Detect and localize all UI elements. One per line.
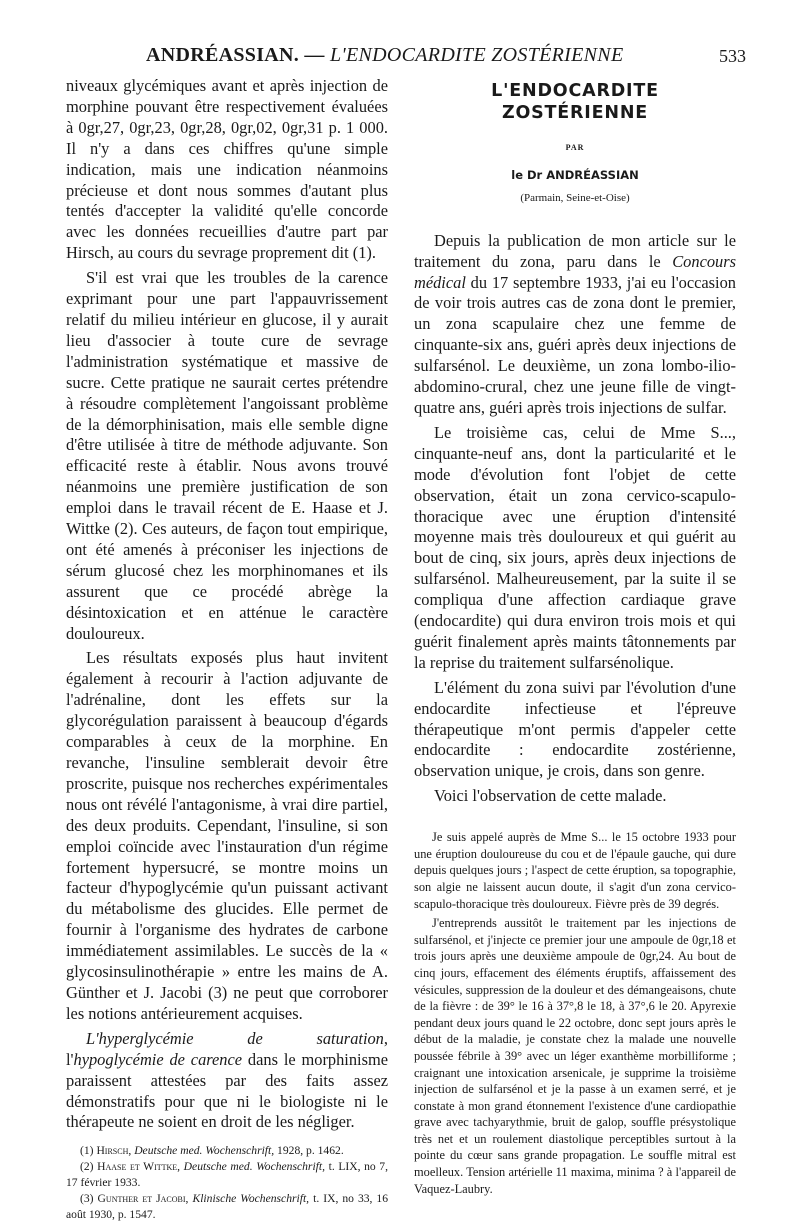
footnote-details: t. LIX, no 7, 17 février 1933.: [66, 1160, 388, 1190]
footnote-author: Hirsch,: [96, 1144, 132, 1158]
paragraph: Le troisième cas, celui de Mme S..., cinquante-neuf ans, dont la particularité et le mode d'évolution font l'objet de cette observation, était un zona cervico-scapulo-thoracique avec une éruption d'intensité moyenne mais très douloureux et qui guérit au bout de cinq, six jours, après deux injections de sulfarsénol. Malheureusement, par la suite il se compliqua d'une affection cardiaque grave (endocardite) qui dura environ trois mois et qui guérit finalement après maints tâtonnements par la reprise du traitement sulfarsénolique.: [414, 422, 736, 672]
footnote: [66, 1191, 388, 1223]
footnote-details: 1928, p. 1462.: [277, 1144, 344, 1158]
emphasis: Concours médical: [414, 251, 736, 292]
emphasis: hypoglycémie de carence: [73, 1049, 243, 1069]
observation-paragraph: J'entreprends aussitôt le traitement par les injections de sulfarsénol, et j'injecte ce premier jour une ampoule de 0gr,18 et trois jours après une deuxième ampoule de 0gr,24. Au bout de cinq jours, effacement des éléments éruptifs, affaissement des vésicules, suppression de la douleur et des démangeaisons, chute de la fièvre : de 39° le 16 à 37°,8 le 18, à 37°,6 le 20. Apyrexie pendant deux jours quand le 22 octobre, donc sept jours après le début de la maladie, je constate chez la malade une nouvelle poussée fébrile à 39° avec un léger exanthème morbilliforme ; craignant une intoxication arsenicale, je supprime la troisième injection de sulfarsénol et je la passe à un examen serré, et je constate à mon grand étonnement l'existence d'une cardiopathie grave avec tachyarythmie, bruit de galop, souffle présystolique très net et un roulement diastolique perceptibles surtout à la pointe du cœur sans grande propagation. Le souffle mitral est moelleux. Tension artérielle 11 maxima, minima ? à l'appareil de Vaquez-Laubry.: [414, 916, 736, 1196]
observation-block: [414, 829, 736, 1197]
header-title: L'ENDOCARDITE ZOSTÉRIENNE: [330, 44, 624, 66]
text-fragment: , l': [66, 1028, 388, 1069]
footnote-work: Klinische Wochenschrift,: [192, 1192, 310, 1206]
footnote: [66, 1159, 388, 1191]
paragraph: Voici l'observation de cette malade.: [434, 786, 667, 806]
running-header: [86, 44, 746, 74]
author-affiliation: (Parmain, Seine-et-Oise): [520, 191, 630, 204]
footnotes: [66, 1143, 388, 1223]
text-fragment: dans le morphinisme paraissent attestées par des faits assez démonstratifs pour que ni le biologiste ni le thérapeute ne soient en droit de les négliger.: [66, 1049, 388, 1132]
footnote-author: Haase et Wittke,: [97, 1160, 181, 1174]
text-fragment: du 17 septembre 1933, j'ai eu l'occasion de voir trois autres cas de zona dont le premier, un zona scapulaire chez une femme de cinquante-six ans, guéri après deux injections de sulfarsénol. Le deuxième, un zona lombo-ilio-abdomino-crural, chez une jeune fille de vingt-quatre ans, guéri après trois injections de sulfar.: [414, 272, 736, 417]
article-author: le Dr ANDRÉASSIAN: [511, 167, 639, 182]
article-title-line: ZOSTÉRIENNE: [501, 103, 649, 123]
paragraph: [414, 231, 736, 419]
paragraph: Les résultats exposés plus haut invitent également à recourir à l'action adjuvante de l'adrénaline, dont les effets sur la glycorégulation paraissent à beaucoup d'égards comparables à ceux de la morphine. En revanche, l'insuline semblerait devoir être proscrite, puisque nos recherches expérimentales nous ont révélé l'antagonisme, à vrai dire partiel, des deux produits. Cependant, l'insuline, si son emploi coïncide avec l'instauration d'un régime fortement hypersucré, se montre moins un facteur d'hypoglycémie qu'un puissant activant du métabolisme des glucides. Elle permet de fournir à l'organisme des hydrates de carbone immédiatement assimilables. Le succès de la « glycosinsulinothérapie » entre les mains de A. Günther et J. Jacobi (3) ne peut que corroborer les notions antérieurement acquises.: [66, 648, 388, 1023]
page-number: 533: [719, 46, 746, 66]
article-title: [414, 80, 736, 124]
right-column: [414, 76, 736, 1200]
running-title: [146, 44, 686, 67]
article-title-line: L'ENDOCARDITE: [491, 81, 659, 101]
footnote-number: (3): [80, 1192, 94, 1206]
text-fragment: Depuis la publication de mon article sur le traitement du zona, paru dans le: [414, 230, 736, 271]
paragraph: L'élément du zona suivi par l'évolution d'une endocardite infectieuse et l'épreuve thérapeutique m'ont permis d'appeler cette endocardite : endocardite zostérienne, observation unique, je crois, dans son genre.: [414, 677, 736, 781]
emphasis: L'hyperglycémie de saturation: [86, 1028, 384, 1048]
footnote-author: Gunther et Jacobi,: [97, 1192, 189, 1206]
paragraph: niveaux glycémiques avant et après injection de morphine pouvant être respectivement évaluées à 0gr,27, 0gr,23, 0gr,28, 0gr,02, 0gr,31 p. 1 000. Il n'y a dans ces chiffres qu'une simple indication, mais une indication néanmoins précieuse et dont nous sommes d'autant plus tentés d'accepter la validité qu'elle concorde avec les données recueillies d'autre part par Hirsch, au cours du sevrage proprement dit (1).: [66, 76, 388, 263]
left-column: [66, 76, 388, 1223]
header-author: ANDRÉASSIAN. —: [146, 44, 325, 66]
footnote-work: Deutsche med. Wochenschrift,: [183, 1160, 326, 1174]
paragraph: S'il est vrai que les troubles de la carence exprimant pour une part l'appauvrissement relatif du milieu intérieur en glucose, il y aurait lieu d'associer à toute cure de sevrage l'administration systématique et massive de sucre. Cette pratique ne saurait certes prétendre à résoudre complètement l'angoissant problème de la démorphinisation, mais elle semble digne d'être utilisée à titre de méthode adjuvante. Son efficacité reste à établir. Nous avons trouvé néanmoins une première justification de son emploi dans le travail récent de E. Haase et J. Wittke (2). Ces auteurs, de façon tout empirique, ont été amenés à préconiser les injections de sérum glucosé chez les morphinomanes et ils assurent que ce procédé abrège la désintoxication et en atténue le caractère douloureux.: [66, 268, 388, 643]
observation-paragraph: Je suis appelé auprès de Mme S... le 15 octobre 1933 pour une éruption douloureuse du cou et de l'épaule gauche, qui dure depuis quelques jours ; l'aspect de cette éruption, sa topographie, son algie ne laissent aucun doute, il s'agit d'un zona cervico-scapulo-thoracique très douloureux. Fièvre près de 39 degrés.: [414, 830, 736, 911]
paragraph: [66, 1029, 388, 1134]
footnote-number: (1): [80, 1144, 94, 1158]
footnote-work: Deutsche med. Wochenschrift,: [134, 1144, 275, 1158]
footnote-details: t. IX, no 33, 16 août 1930, p. 1547.: [66, 1192, 389, 1222]
byline-par: PAR: [565, 143, 585, 152]
footnote-number: (2): [80, 1160, 94, 1174]
